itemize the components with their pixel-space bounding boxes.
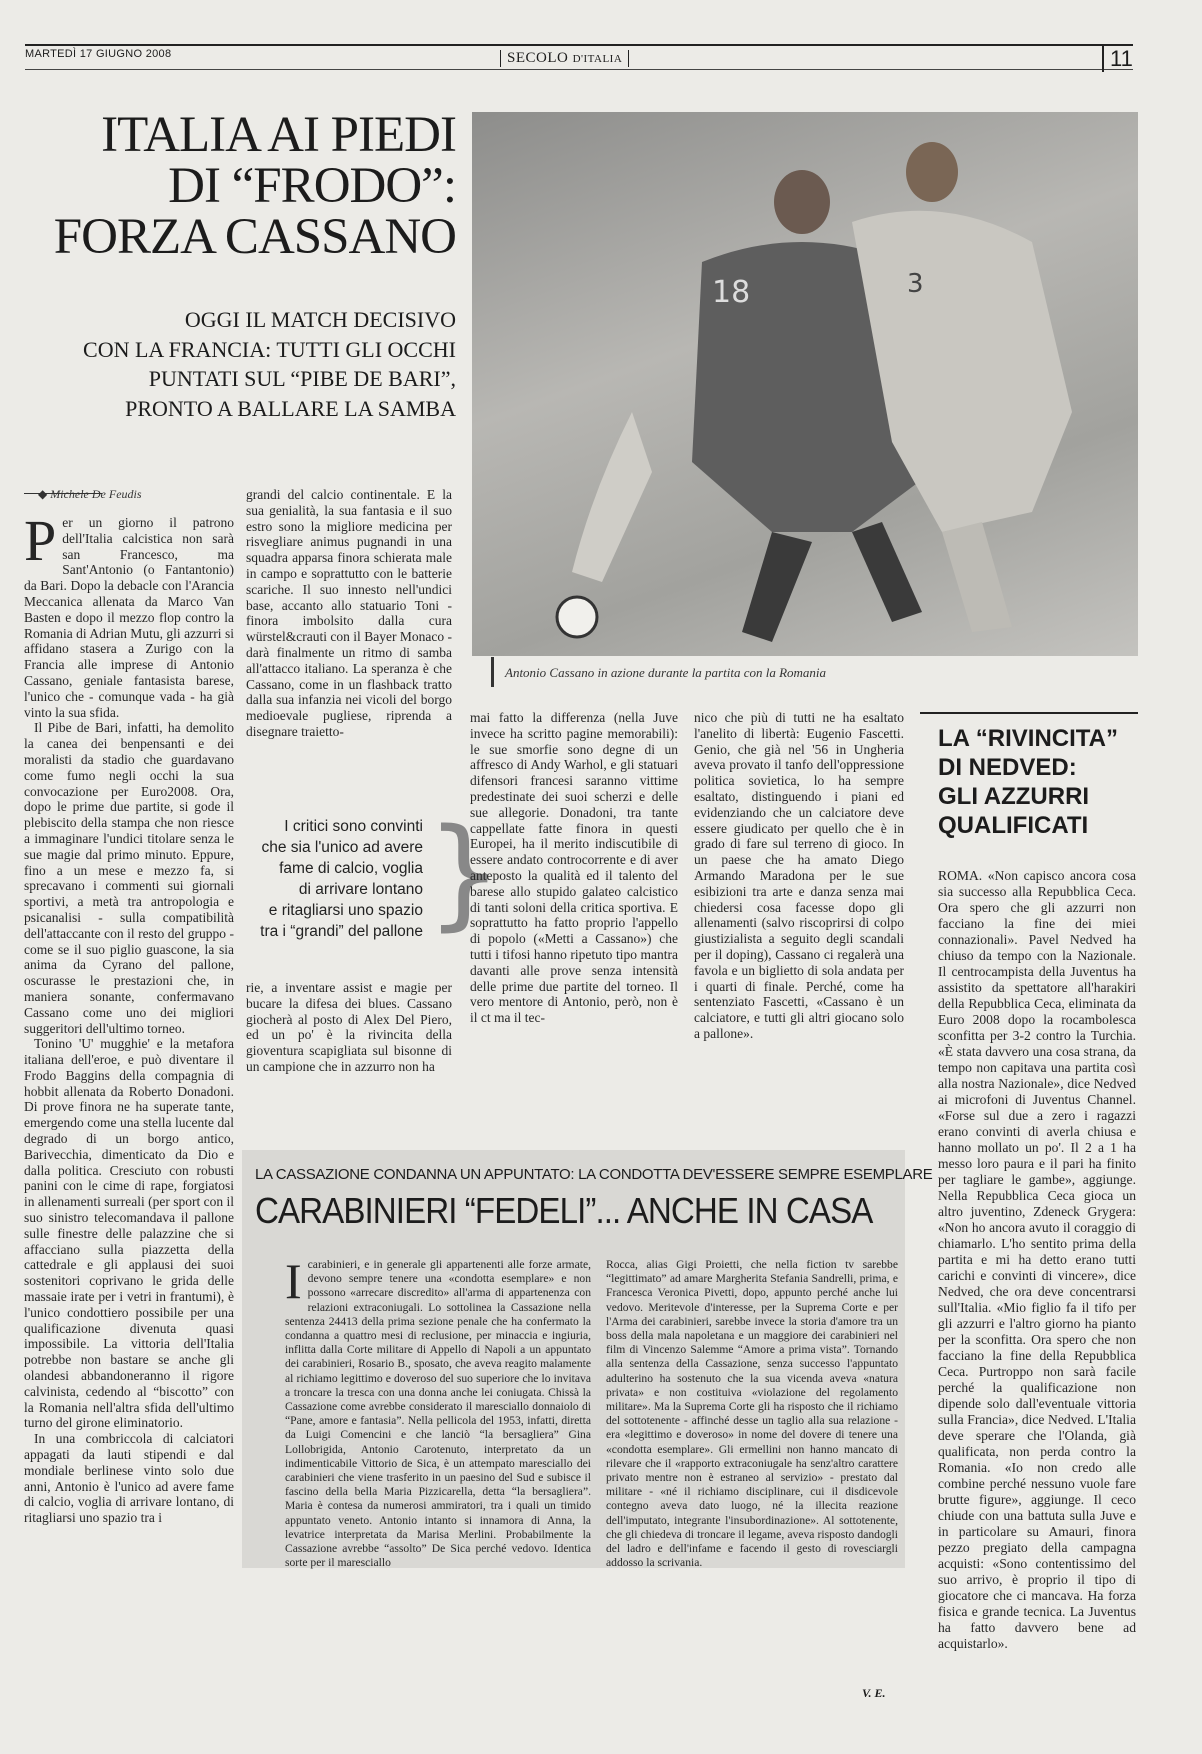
article-column-1: [24, 515, 234, 1711]
article-column-4: [694, 710, 904, 1093]
article-column-2-bottom: [246, 980, 452, 1093]
sidebar-title-line: GLI AZZURRI: [938, 783, 1090, 810]
headline: [20, 107, 456, 265]
caption-bar: [491, 657, 494, 687]
paragraph: nico che più di tutti ne ha esaltato l'anelito di libertà: Eugenio Fascetti. Genio, che già nel '56 in Ungheria aveva provato il tanfo dell'oppressione politica sovietica, lo ha sempre esaltato, distinguendo i piani ed evidenziando che un calciatore deve essere giudicato per quello che è in grado di fare sul terreno di gioco. In un paese che ha amato Diego Armando Maradona per le sue esibizioni tra arte e danza senza mai chiedersi cosa facesse dopo gli allenamenti (salvo riscoprirsi di colpo giustizialista a seguito degli scandali per il doping), Cassano ci regalerà una favola e un biglietto di sola andata per i quarti di finale. Perché, come ha sentenziato Fascetti, «Cassano è un calciatore, e tutti gli altri giocano solo a pallone».: [694, 710, 904, 1041]
subheadline: [20, 305, 456, 424]
pull-quote-line: che sia l'unico ad avere: [261, 839, 423, 856]
paragraph: carabinieri, e in generale gli appartenenti alle forze armate, devono sempre tenere una «condotta esemplare» e non possono «arrecare discredito» all'arma di appartenenza con relazioni extraconiugali. Lo sottolinea la Cassazione nella sentenza 24413 della prima sezione penale che ha confermato la condanna a quattro mesi di reclusione, per minaccia e ingiuria, inflitta dalla Corte militare di Appello di Napoli a un appuntato dei carabinieri, Rosario B., sposato, che aveva reagito malamente al richiamo legittimo e doveroso del suo superiore che lo invitava a troncare la tresca con una donna anche lei coniugata. Chissà la Cassazione come avrebbe considerato il maresciallo donnaiolo di “Pane, amore e fantasia”. Nella pellicola del 1953, infatti, diretta da Luigi Comencini e che lanciò “la bersagliera” Gina Lollobrigida, Antonio Carotenuto, interpretato da un indimenticabile Vittorio de Sica, è un attempato maresciallo dei carabinieri che viene trasferito in un paesino del Sud e subisce il fascino della bella Maria Pizzicarella, detta “la bersagliera”. Maria è contesa da numerosi ammiratori, tra i quali un timido appuntato veneto. Antonio intanto si innamora di Anna, la levatrice interpretata da Marisa Merlini. Probabilmente la Cassazione avrebbe “assolto” De Sica perché vedovo. Identica sorte per il maresciallo: [285, 1258, 591, 1570]
sidebar-title: [938, 724, 1118, 840]
paragraph: er un giorno il patrono dell'Italia calcistica non sarà san Francesco, ma Sant'Antonio (o Fantantonio) da Bari. Dopo la debacle con l'Arancia Meccanica allenata da Marco Van Basten e dopo il mezzo flop contro la Romania di Adrian Mutu, gli azzurri si affidano stasera a Zurigo con la Francia alle imprese di Antonio Cassano, geniale fantasista barese, l'unico che - comunque vada - ha già vinto la sua sfida.: [24, 515, 234, 720]
subheadline-line: PUNTATI SUL “PIBE DE BARI”,: [148, 366, 456, 392]
article-column-2-top: [246, 487, 452, 794]
jersey-number: 18: [712, 275, 751, 310]
page-number: 11: [1102, 46, 1133, 72]
box-title: CARABINIERI “FEDELI”... ANCHE IN CASA: [255, 1190, 873, 1231]
newspaper-name-main: SECOLO: [507, 50, 569, 66]
jersey-number: 3: [907, 269, 924, 299]
subheadline-line: CON LA FRANCIA: TUTTI GLI OCCHI: [83, 336, 456, 362]
pull-quote: [248, 816, 423, 942]
paragraph: ROMA. «Non capisco ancora cosa sia successo alla Repubblica Ceca. Ora spero che gli azzurri non facciano la fine dei miei connazionali». Pavel Nedved ha chiuso da tempo con la Nazionale. Il centrocampista della Juventus ha assistito da spettatore all'harakiri della Repubblica Ceca, eliminata da Euro 2008 dopo la rocambolesca sconfitta per 3-2 contro la Turchia. «È stata davvero una cosa strana, da tempo non capitava una partita così alla nostra Nazionale», dice Nedved ai microfoni di Juventus Channel. «Forse sul due a zero i ragazzi erano convinti di averla chiusa e hanno mollato un po'. Il 2 a 1 ha messo loro paura e il pari ha finito per tagliare le gambe», aggiunge. Nella Repubblica Ceca gioca un altro juventino, Zdeneck Grygera: «Non ho ancora avuto il coraggio di chiamarlo. L'ho sentito prima della partita e mi ha detto erano tutti carichi e convinti di vincere», dice Nedved, che ora deve concentrarsi sull'Italia. «Mio figlio fa il tifo per gli azzurri e l'altro giorno ha pianto per la sconfitta. Ora spero che non facciano la fine della Repubblica Ceca. Purtroppo non sarà facile perché la qualificazione non dipende solo dall'eventuale vittoria sulla Francia», dice Nedved. L'Italia deve sperare che l'Olanda, già qualificata, non perda contro la Romania. «Io non credo alle combine perché nessuno vuole fare brutte figure», aggiunge. Il ceco chiude con una battuta sulla Juve e in particolare su Amauri, finora pezzo pregiato della campagna acquisti: «Sono contentissimo del suo arrivo, è proprio il tipo di giocatore che ci mancava. Ha forza fisica e grande tecnica. La Juventus ha fatto davvero bene ad acquistarlo».: [938, 868, 1136, 1651]
sidebar-title-line: LA “RIVINCITA”: [938, 725, 1118, 752]
newspaper-name-suffix: D'ITALIA: [572, 53, 623, 65]
sidebar-title-line: QUALIFICATI: [938, 812, 1089, 839]
player-leg: [572, 412, 652, 582]
headline-line: ITALIA AI PIEDI: [101, 107, 456, 163]
photo-caption: Antonio Cassano in azione durante la partita con la Romania: [505, 665, 827, 680]
player-leg: [942, 522, 1012, 632]
pull-quote-line: fame di calcio, voglia: [279, 860, 423, 877]
pull-quote-brace: }: [426, 804, 503, 943]
player-leg: [742, 532, 812, 642]
box-column-1: [285, 1258, 591, 1690]
pull-quote-line: di arrivare lontano: [298, 881, 423, 898]
sidebar-title-line: DI NEDVED:: [938, 754, 1077, 781]
paragraph: rie, a inventare assist e magie per bucare la difesa dei blues. Cassano giocherà al posto di Alex Del Piero, ed un po' è la rivincita della gioventura scapigliata sul bisonne di un campione che in azzurro non ha: [246, 980, 452, 1074]
sidebar-text: [938, 868, 1136, 1724]
pull-quote-line: tra i “grandi” del pallone: [260, 923, 423, 940]
subheadline-line: PRONTO A BALLARE LA SAMBA: [125, 396, 456, 422]
players-illustration: [472, 112, 1138, 656]
football-photo: [472, 112, 1138, 656]
issue-date: MARTEDÌ 17 GIUGNO 2008: [25, 48, 172, 60]
paragraph: Rocca, alias Gigi Proietti, che nella fiction tv sarebbe “legittimato” ad amare Margherita Stefania Sandrelli, prima, e Francesca Veronica Pivetti, dopo, appunto perché anche lui vedovo. Meritevole d'interesse, per la Suprema Corte e per l'Arma dei carabinieri, sarebbe invece la storia d'amore tra un boss della mala napoletana e un maggiore dei carabinieri nel film di Vincenzo Salemme “Amore a prima vista”. Tornando alla sentenza della Cassazione, senza successo l'appuntato adulterino ha sostenuto che la sua vicenda aveva «natura privata» e non costituiva «violazione del regolamento militare». Ma la Suprema Corte gli ha risposto che il richiamo del sottotenente - affinché desse un taglio alla sua relazione - era «legittimo e doveroso» in nome del dovere di tenere una «condotta esemplare». Gli ermellini non hanno mancato di rilevare che il «rapporto extraconiugale ha senz'altro carattere privato mentre non è estraneo al servizio» - prestato dal militare - «né il richiamo disciplinare, cui il disdicevole contegno aveva dato luogo, né la illecita reazione dell'imputato, integrante l'insubordinazione». Al sottotenente, che gli chiedeva di troncare il legame, aveva risposto dandogli del ladro e dell'infame e facendo il gesto di rovesciargli addosso la scrivania.: [606, 1258, 898, 1570]
player-leg: [852, 522, 922, 622]
article-column-3: [470, 710, 678, 1093]
paragraph: Tonino 'U' mugghie' e la metafora italiana dell'eroe, e può diventare il Frodo Baggins della compagnia di hobbit allenata da Roberto Donadoni. Di prove finora ne ha superate tante, emergendo come una stella lucente dal degrado di un borgo antico, Barivecchia, dimenticato da Dio e dalla politica. Cresciuto con robusti panini con le cime di rape, forgiatosi in allenamenti surreali (per sport con il suo sinistro telecomandava il pallone sulle finestre delle palazzine che si affacciano sulla piazzetta della cattedrale e gli applausi dei suoi sostenitori coprivano le grida delle massaie irate per i vetri in frantumi), è l'unico condottiero possibile per una qualificazione divenuta quasi impossibile. La vittoria dell'Italia potrebbe non bastare se anche gli olandesi abbandoneranno il rigore calvinista, cedendo al “biscotto” con la Romania nell'altra sfida dell'ultimo turno del girone eliminatorio.: [24, 1036, 234, 1431]
headline-line: FORZA CASSANO: [53, 209, 456, 265]
headline-line: DI “FRODO”:: [168, 158, 456, 214]
drop-cap: P: [24, 515, 57, 573]
paragraph: Il Pibe de Bari, infatti, ha demolito la canea dei benpensanti e dei moralisti da stadio che guardavano come fumo negli occhi la sua convocazione per Euro2008. Ora, dopo le prime due partite, si gode il plebiscito della stampa che non riesce a immaginare l'undici titolare senza le sue magie dal primo minuto. Eppure, fino a un mese e mezzo fa, si sprecavano i commenti sui giornali sportivi, a metà tra antropologia e psicanalisi - sulla compatibilità dell'attaccante con il resto del gruppo - come se il suo piglio guascone, la sia anima da Cyrano del pallone, oscurasse le prestazioni che, in maniera sonante, confermavano Cassano come uno dei migliori suggeritori dell'ultimo torneo.: [24, 720, 234, 1036]
player-head: [906, 142, 958, 202]
drop-cap: I: [285, 1258, 302, 1309]
paragraph: In una combriccola di calciatori appagati da lauti stipendi e dal mondiale berlinese vinto solo due anni, Antonio è l'unico ad avere fame di calcio, voglia di arrivare lontano, di ritagliarsi uno spazio tra i: [24, 1431, 234, 1526]
byline: ◆ Michele De Feudis: [38, 487, 142, 501]
pull-quote-line: e ritagliarsi uno spazio: [268, 902, 423, 919]
player-head: [774, 170, 830, 234]
paragraph: mai fatto la differenza (nella Juve invece ha scritto pagine memorabili): le sue smorfie sono degne di un affresco di Andy Warhol, e gli statuari difensori francesi saranno vittime predestinate dei suoi scherzi e delle sue allegorie. Donadoni, tra tante cappellate fatte finora in questi Europei, ha il merito indiscutibile di essere andato controcorrente e di aver anteposto la qualità ed il talento del barese allo stupido galateo calcistico di tanti soloni della critica sportiva. E soprattutto ha fatto proprio l'appello di popolo («Metti a Cassano») che tutti i tifosi hanno ripetuto tipo mantra davanti alle prove senza intensità delle prime due partite del torneo. Il vero mentore di Antonio, però, non è il ct ma il tec-: [470, 710, 678, 1026]
masthead-top-rule: [25, 44, 1133, 46]
subheadline-line: OGGI IL MATCH DECISIVO: [184, 307, 456, 332]
sidebar-rule: [920, 712, 1138, 714]
box-column-2: [606, 1258, 898, 1682]
masthead-bottom-rule: [25, 69, 1133, 70]
newspaper-name: [500, 50, 629, 67]
ball-icon: [557, 597, 597, 637]
box-signature: V. E.: [862, 1686, 886, 1700]
byline-author: Michele De Feudis: [50, 487, 142, 501]
box-kicker: LA CASSAZIONE CONDANNA UN APPUNTATO: LA CONDOTTA DEV'ESSERE SEMPRE ESEMPLARE: [255, 1166, 933, 1183]
pull-quote-line: I critici sono convinti: [284, 818, 423, 835]
paragraph: grandi del calcio continentale. E la sua genialità, la sua fantasia e il suo estro sono la migliore medicina per risvegliare animus pugnandi in una squadra apparsa finora schierata male in campo e soprattutto con le batterie scariche. Il suo innesto nell'undici base, accanto allo statuario Toni - finora imbolsito dalla cura würstel&crauti con il Bayer Monaco - darà finalmente un ritmo di samba all'attacco italiano. La speranza è che Cassano, come in un flashback tratto dalla sua infanzia nei vicoli del borgo medioevale pugliese, riprenda a disegnare traietto-: [246, 487, 452, 739]
